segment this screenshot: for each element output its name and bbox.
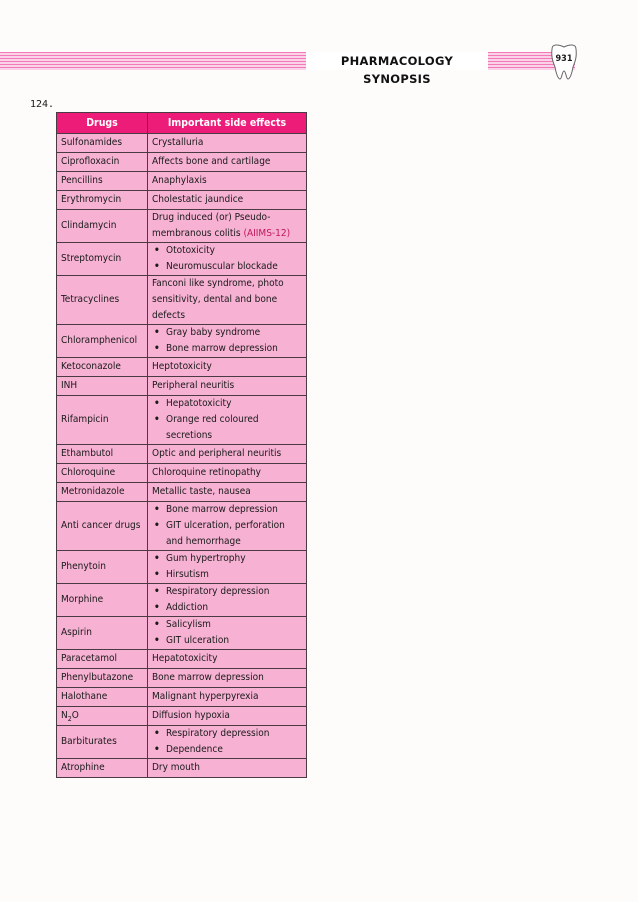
- drug-name-cell: [57, 377, 148, 396]
- table-body: [57, 134, 307, 778]
- side-effect-bullet: • Orange red coloured secretions: [152, 412, 302, 444]
- drug-name: Pencillins: [61, 175, 103, 186]
- column-header-side-effects: Important side effects: [148, 113, 307, 134]
- table-row: [57, 584, 307, 617]
- side-effect-text: Malignant hyperpyrexia: [152, 691, 259, 702]
- drug-name-cell: [57, 650, 148, 669]
- drug-name: Streptomycin: [61, 253, 122, 264]
- drug-name-suffix: O: [71, 710, 79, 721]
- drug-name: Ketoconazole: [61, 361, 121, 372]
- side-effect-cell: [148, 483, 307, 502]
- side-effect-text: Anaphylaxis: [152, 175, 207, 186]
- drug-name: Atrophine: [61, 762, 105, 773]
- drug-name: Chloramphenicol: [61, 335, 138, 346]
- side-effect-text: Drug induced (or) Pseudo-membranous colitis: [152, 212, 271, 239]
- drug-name: Anti cancer drugs: [61, 520, 141, 531]
- drug-name-cell: [57, 483, 148, 502]
- drug-name-cell: [57, 358, 148, 377]
- side-effect-cell: [148, 551, 307, 584]
- side-effect-list: [152, 551, 302, 583]
- side-effect-text: Diffusion hypoxia: [152, 710, 230, 721]
- table-row: [57, 483, 307, 502]
- drug-name: Halothane: [61, 691, 108, 702]
- drug-name: Aspirin: [61, 627, 92, 638]
- exam-reference: (AIIMS-12): [243, 228, 291, 239]
- side-effect-cell: [148, 134, 307, 153]
- side-effect-cell: [148, 617, 307, 650]
- side-effect-bullet: • Hirsutism: [152, 567, 302, 583]
- side-effect-cell: [148, 669, 307, 688]
- table-row: [57, 153, 307, 172]
- side-effect-cell: [148, 325, 307, 358]
- question-number: 124.: [30, 99, 55, 110]
- drug-name-cell: [57, 396, 148, 445]
- table-row: [57, 445, 307, 464]
- drug-name-cell: [57, 584, 148, 617]
- side-effect-cell: [148, 276, 307, 325]
- table-row: [57, 358, 307, 377]
- side-effect-cell: [148, 707, 307, 726]
- side-effect-cell: [148, 172, 307, 191]
- side-effect-bullet: • Gray baby syndrome: [152, 325, 302, 341]
- side-effect-text: Cholestatic jaundice: [152, 194, 244, 205]
- side-effect-list: [152, 396, 302, 444]
- table-row: [57, 726, 307, 759]
- drug-name: Tetracyclines: [61, 294, 120, 305]
- drug-name: INH: [61, 380, 78, 391]
- drug-name: Sulfonamides: [61, 137, 123, 148]
- table-row: [57, 325, 307, 358]
- table-row: [57, 210, 307, 243]
- table-row: [57, 759, 307, 778]
- page-number: 931: [555, 54, 573, 64]
- table-row: [57, 172, 307, 191]
- table-row: [57, 502, 307, 551]
- drug-name-cell: [57, 464, 148, 483]
- side-effect-cell: [148, 464, 307, 483]
- side-effect-list: [152, 243, 302, 275]
- side-effect-bullet: • Respiratory depression: [152, 584, 302, 600]
- drug-name: Ciprofloxacin: [61, 156, 120, 167]
- side-effect-bullet: • GIT ulceration, perforation and hemorrhage: [152, 518, 302, 550]
- table-row: [57, 707, 307, 726]
- side-effect-cell: [148, 153, 307, 172]
- side-effect-list: [152, 502, 302, 550]
- drug-name-cell: [57, 669, 148, 688]
- side-effect-cell: [148, 210, 307, 243]
- side-effect-bullet: • Addiction: [152, 600, 302, 616]
- drug-name: Metronidazole: [61, 486, 125, 497]
- drug-name-cell: [57, 551, 148, 584]
- drug-name-cell: [57, 210, 148, 243]
- side-effect-cell: [148, 688, 307, 707]
- side-effect-bullet: • Salicylism: [152, 617, 302, 633]
- table-row: [57, 669, 307, 688]
- table-header-row: [57, 113, 307, 134]
- side-effect-text: Optic and peripheral neuritis: [152, 448, 282, 459]
- side-effect-list: [152, 325, 302, 357]
- drug-name: Phenylbutazone: [61, 672, 134, 683]
- side-effect-bullet: • Dependence: [152, 742, 302, 758]
- table-row: [57, 276, 307, 325]
- side-effect-text: Dry mouth: [152, 762, 201, 773]
- side-effect-text: Affects bone and cartilage: [152, 156, 271, 167]
- drug-name-cell: [57, 325, 148, 358]
- table-row: [57, 396, 307, 445]
- side-effect-bullet: • Hepatotoxicity: [152, 396, 302, 412]
- page-header-title: PHARMACOLOGY SYNOPSIS: [306, 52, 488, 70]
- drug-name-cell: [57, 276, 148, 325]
- drug-name: Barbiturates: [61, 736, 117, 747]
- side-effect-cell: [148, 759, 307, 778]
- side-effect-bullet: • Bone marrow depression: [152, 341, 302, 357]
- table-row: [57, 464, 307, 483]
- drug-name: Chloroquine: [61, 467, 116, 478]
- drug-name: Clindamycin: [61, 220, 117, 231]
- table-row: [57, 617, 307, 650]
- drug-name-cell: [57, 759, 148, 778]
- drug-name: Ethambutol: [61, 448, 114, 459]
- side-effect-cell: [148, 358, 307, 377]
- table-row: [57, 191, 307, 210]
- side-effect-cell: [148, 502, 307, 551]
- drug-name-subscript: 2: [67, 715, 72, 723]
- side-effect-cell: [148, 650, 307, 669]
- table-row: [57, 688, 307, 707]
- side-effect-bullet: • GIT ulceration: [152, 633, 302, 649]
- column-header-drugs: Drugs: [57, 113, 148, 134]
- drug-name-cell: [57, 707, 148, 726]
- drug-name: N: [61, 710, 68, 721]
- table-row: [57, 650, 307, 669]
- side-effect-cell: [148, 396, 307, 445]
- side-effect-text: Heptotoxicity: [152, 361, 212, 372]
- side-effect-list: [152, 617, 302, 649]
- side-effect-text: Peripheral neuritis: [152, 380, 235, 391]
- side-effect-text: Crystalluria: [152, 137, 204, 148]
- side-effect-cell: [148, 191, 307, 210]
- drug-name: Rifampicin: [61, 414, 109, 425]
- drug-name: Morphine: [61, 594, 104, 605]
- side-effect-list: [152, 584, 302, 616]
- drug-name-cell: [57, 502, 148, 551]
- table-row: [57, 377, 307, 396]
- side-effect-bullet: • Respiratory depression: [152, 726, 302, 742]
- side-effect-text: Fanconi like syndrome, photo sensitivity, dental and bone defects: [152, 278, 284, 321]
- drug-name-cell: [57, 153, 148, 172]
- table-row: [57, 134, 307, 153]
- drug-name-cell: [57, 134, 148, 153]
- side-effect-text: Chloroquine retinopathy: [152, 467, 262, 478]
- side-effect-cell: [148, 377, 307, 396]
- drug-name: Phenytoin: [61, 561, 106, 572]
- drug-name-cell: [57, 688, 148, 707]
- drug-name-cell: [57, 243, 148, 276]
- header-band: [0, 52, 575, 70]
- side-effect-bullet: • Neuromuscular blockade: [152, 259, 302, 275]
- drug-name-cell: [57, 191, 148, 210]
- side-effect-cell: [148, 726, 307, 759]
- side-effect-cell: [148, 584, 307, 617]
- drug-name: Erythromycin: [61, 194, 122, 205]
- drug-name-cell: [57, 726, 148, 759]
- drug-name-cell: [57, 445, 148, 464]
- drug-name: Paracetamol: [61, 653, 117, 664]
- table-row: [57, 243, 307, 276]
- side-effect-list: [152, 726, 302, 758]
- side-effect-bullet: • Ototoxicity: [152, 243, 302, 259]
- drug-name-cell: [57, 172, 148, 191]
- side-effect-cell: [148, 445, 307, 464]
- side-effect-text: Bone marrow depression: [152, 672, 264, 683]
- side-effect-bullet: • Bone marrow depression: [152, 502, 302, 518]
- side-effect-text: Metallic taste, nausea: [152, 486, 251, 497]
- side-effect-bullet: • Gum hypertrophy: [152, 551, 302, 567]
- side-effect-text: Hepatotoxicity: [152, 653, 218, 664]
- side-effect-cell: [148, 243, 307, 276]
- drug-side-effects-table: [56, 112, 307, 778]
- table-row: [57, 551, 307, 584]
- drug-name-cell: [57, 617, 148, 650]
